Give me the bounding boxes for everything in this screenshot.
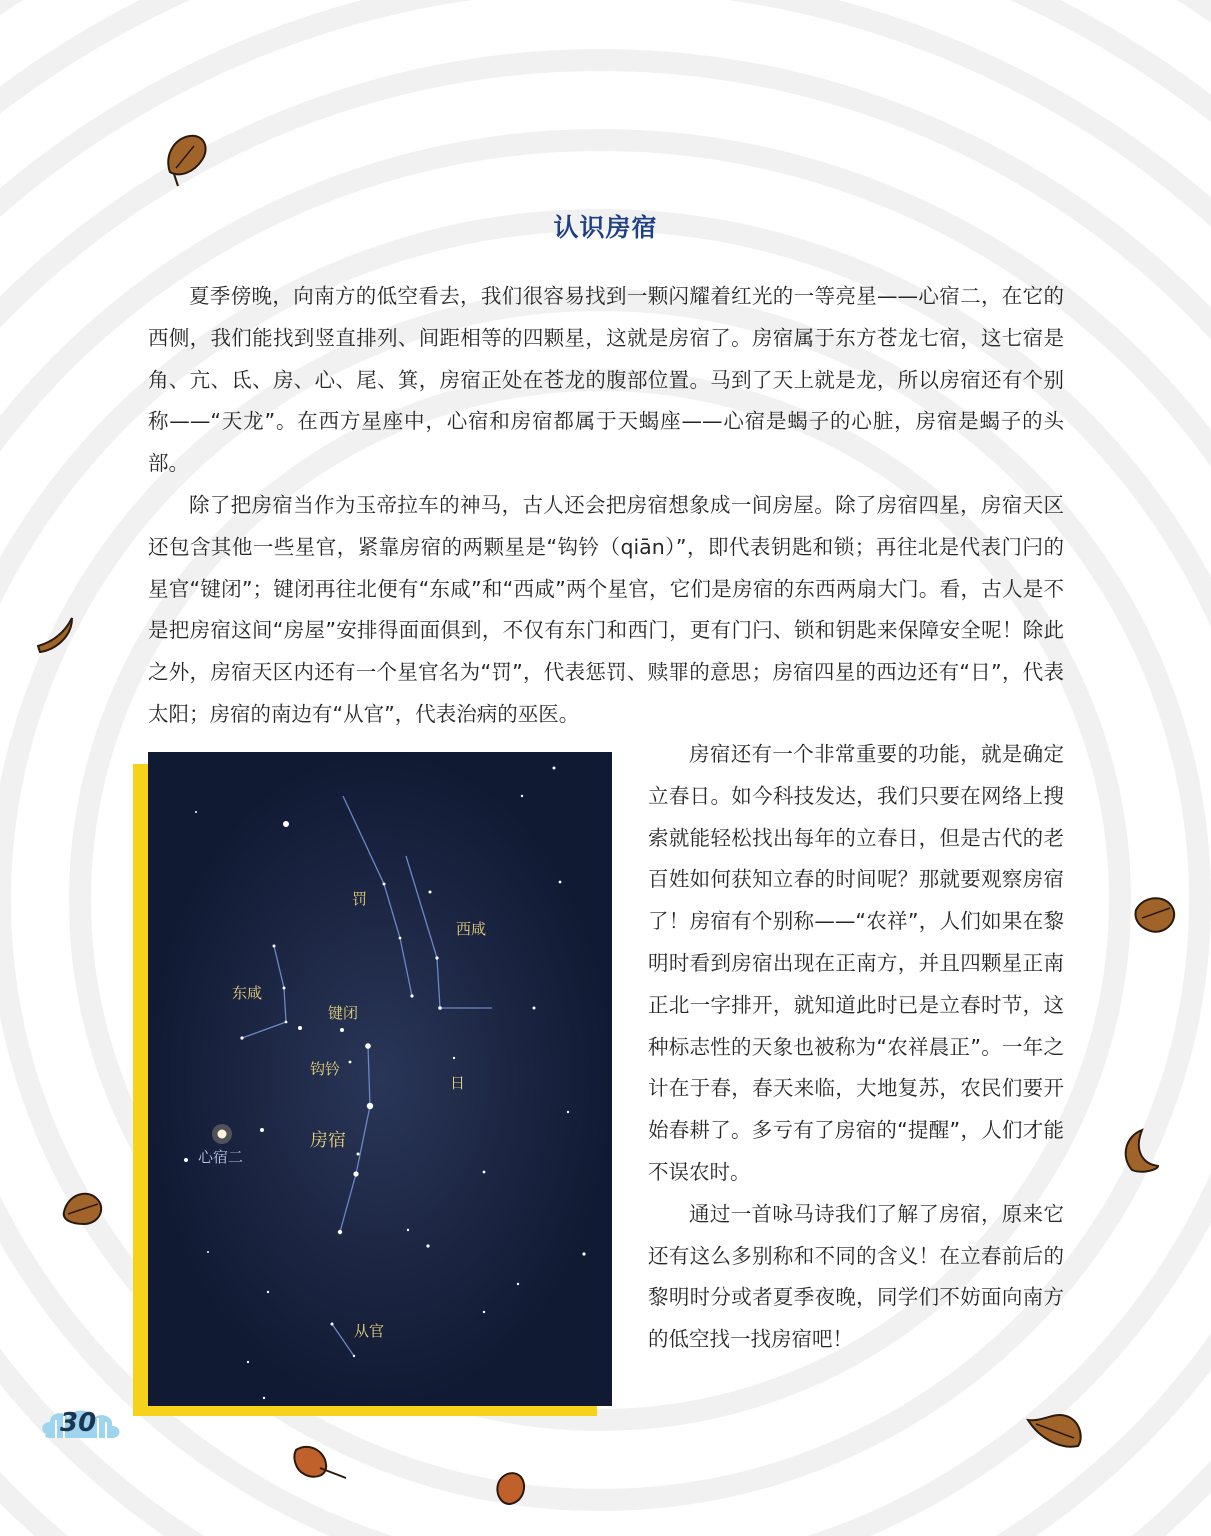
leaf-decoration xyxy=(490,1464,532,1510)
label-xixian: 西咸 xyxy=(456,920,487,938)
star-map-svg xyxy=(148,752,612,1406)
paragraph: 除了把房宿当作为玉帝拉车的神马，古人还会把房宿想象成一间房屋。除了房宿四星，房宿天区还包含其他一些星官，紧靠房宿的两颗星是“钩钤（qiān）”，即代表钥匙和锁；再往北是代表门闩的星官“键闭”；键闭再往北便有“东咸”和“西咸”两个星官，它们是房宿的东西两扇大门。看，古人是不是把房宿这间“房屋”安排得面面俱到，不仅有东门和西门，更有门闩、锁和钥匙来保障安全呢！除此之外，房宿天区内还有一个星官名为“罚”，代表惩罚、赎罪的意思；房宿四星的西边还有“日”，代表太阳；房宿的南边有“从官”，代表治病的巫医。 xyxy=(148,492,1064,726)
paragraph: 房宿还有一个非常重要的功能，就是确定立春日。如今科技发达，我们只要在网络上搜索就能轻松找出每年的立春日，但是古代的老百姓如何获知立春的时间呢？那就要观察房宿了！房宿有个别称——“农祥”，人们如果在黎明时看到房宿出现在正南方，并且四颗星正南正北一字排开，就知道此时已是立春时节，这种标志性的天象也被称为“农祥晨正”。一年之计在于春，春天来临，大地复苏，农民们要开始春耕了。多亏有了房宿的“提醒”，人们才能不误农时。 xyxy=(648,742,1064,1184)
sky-background xyxy=(148,752,612,1406)
page-number: 30 xyxy=(60,1408,97,1438)
label-xinsu2: 心宿二 xyxy=(198,1148,244,1166)
leaf-decoration xyxy=(160,128,216,190)
article-body xyxy=(148,276,1064,736)
side-column xyxy=(648,734,1064,1361)
leaf-decoration xyxy=(1024,1408,1088,1456)
label-gouqian: 钩钤 xyxy=(310,1060,341,1078)
page-number-badge xyxy=(38,1404,124,1444)
leaf-decoration xyxy=(1130,890,1182,942)
leaf-decoration xyxy=(34,612,80,660)
leaf-decoration xyxy=(58,1186,110,1232)
label-jianbi: 键闭 xyxy=(328,1004,359,1022)
star-map-figure xyxy=(148,752,612,1406)
leaf-decoration xyxy=(1118,1126,1164,1178)
paragraph: 通过一首咏马诗我们了解了房宿，原来它还有这么多别称和不同的含义！在立春前后的黎明时分或者夏季夜晚，同学们不妨面向南方的低空找一找房宿吧！ xyxy=(648,1201,1064,1352)
label-dongxian: 东咸 xyxy=(232,984,263,1002)
label-fa: 罚 xyxy=(352,890,368,908)
antares-star xyxy=(218,1130,227,1139)
page-title: 认识房宿 xyxy=(553,213,658,242)
paragraph: 夏季傍晚，向南方的低空看去，我们很容易找到一颗闪耀着红光的一等亮星——心宿二，在它的西侧，我们能找到竖直排列、间距相等的四颗星，这就是房宿了。房宿属于东方苍龙七宿，这七宿是角、亢、氐、房、心、尾、箕，房宿正处在苍龙的腹部位置。马到了天上就是龙，所以房宿还有个别称——“天龙”。在西方星座中，心宿和房宿都属于天蝎座——心宿是蝎子的心脏，房宿是蝎子的头部。 xyxy=(148,284,1064,476)
label-ri: 日 xyxy=(450,1074,466,1092)
leaf-decoration xyxy=(290,1440,350,1484)
label-conguan: 从官 xyxy=(354,1322,385,1340)
label-fangsu: 房宿 xyxy=(310,1130,346,1151)
